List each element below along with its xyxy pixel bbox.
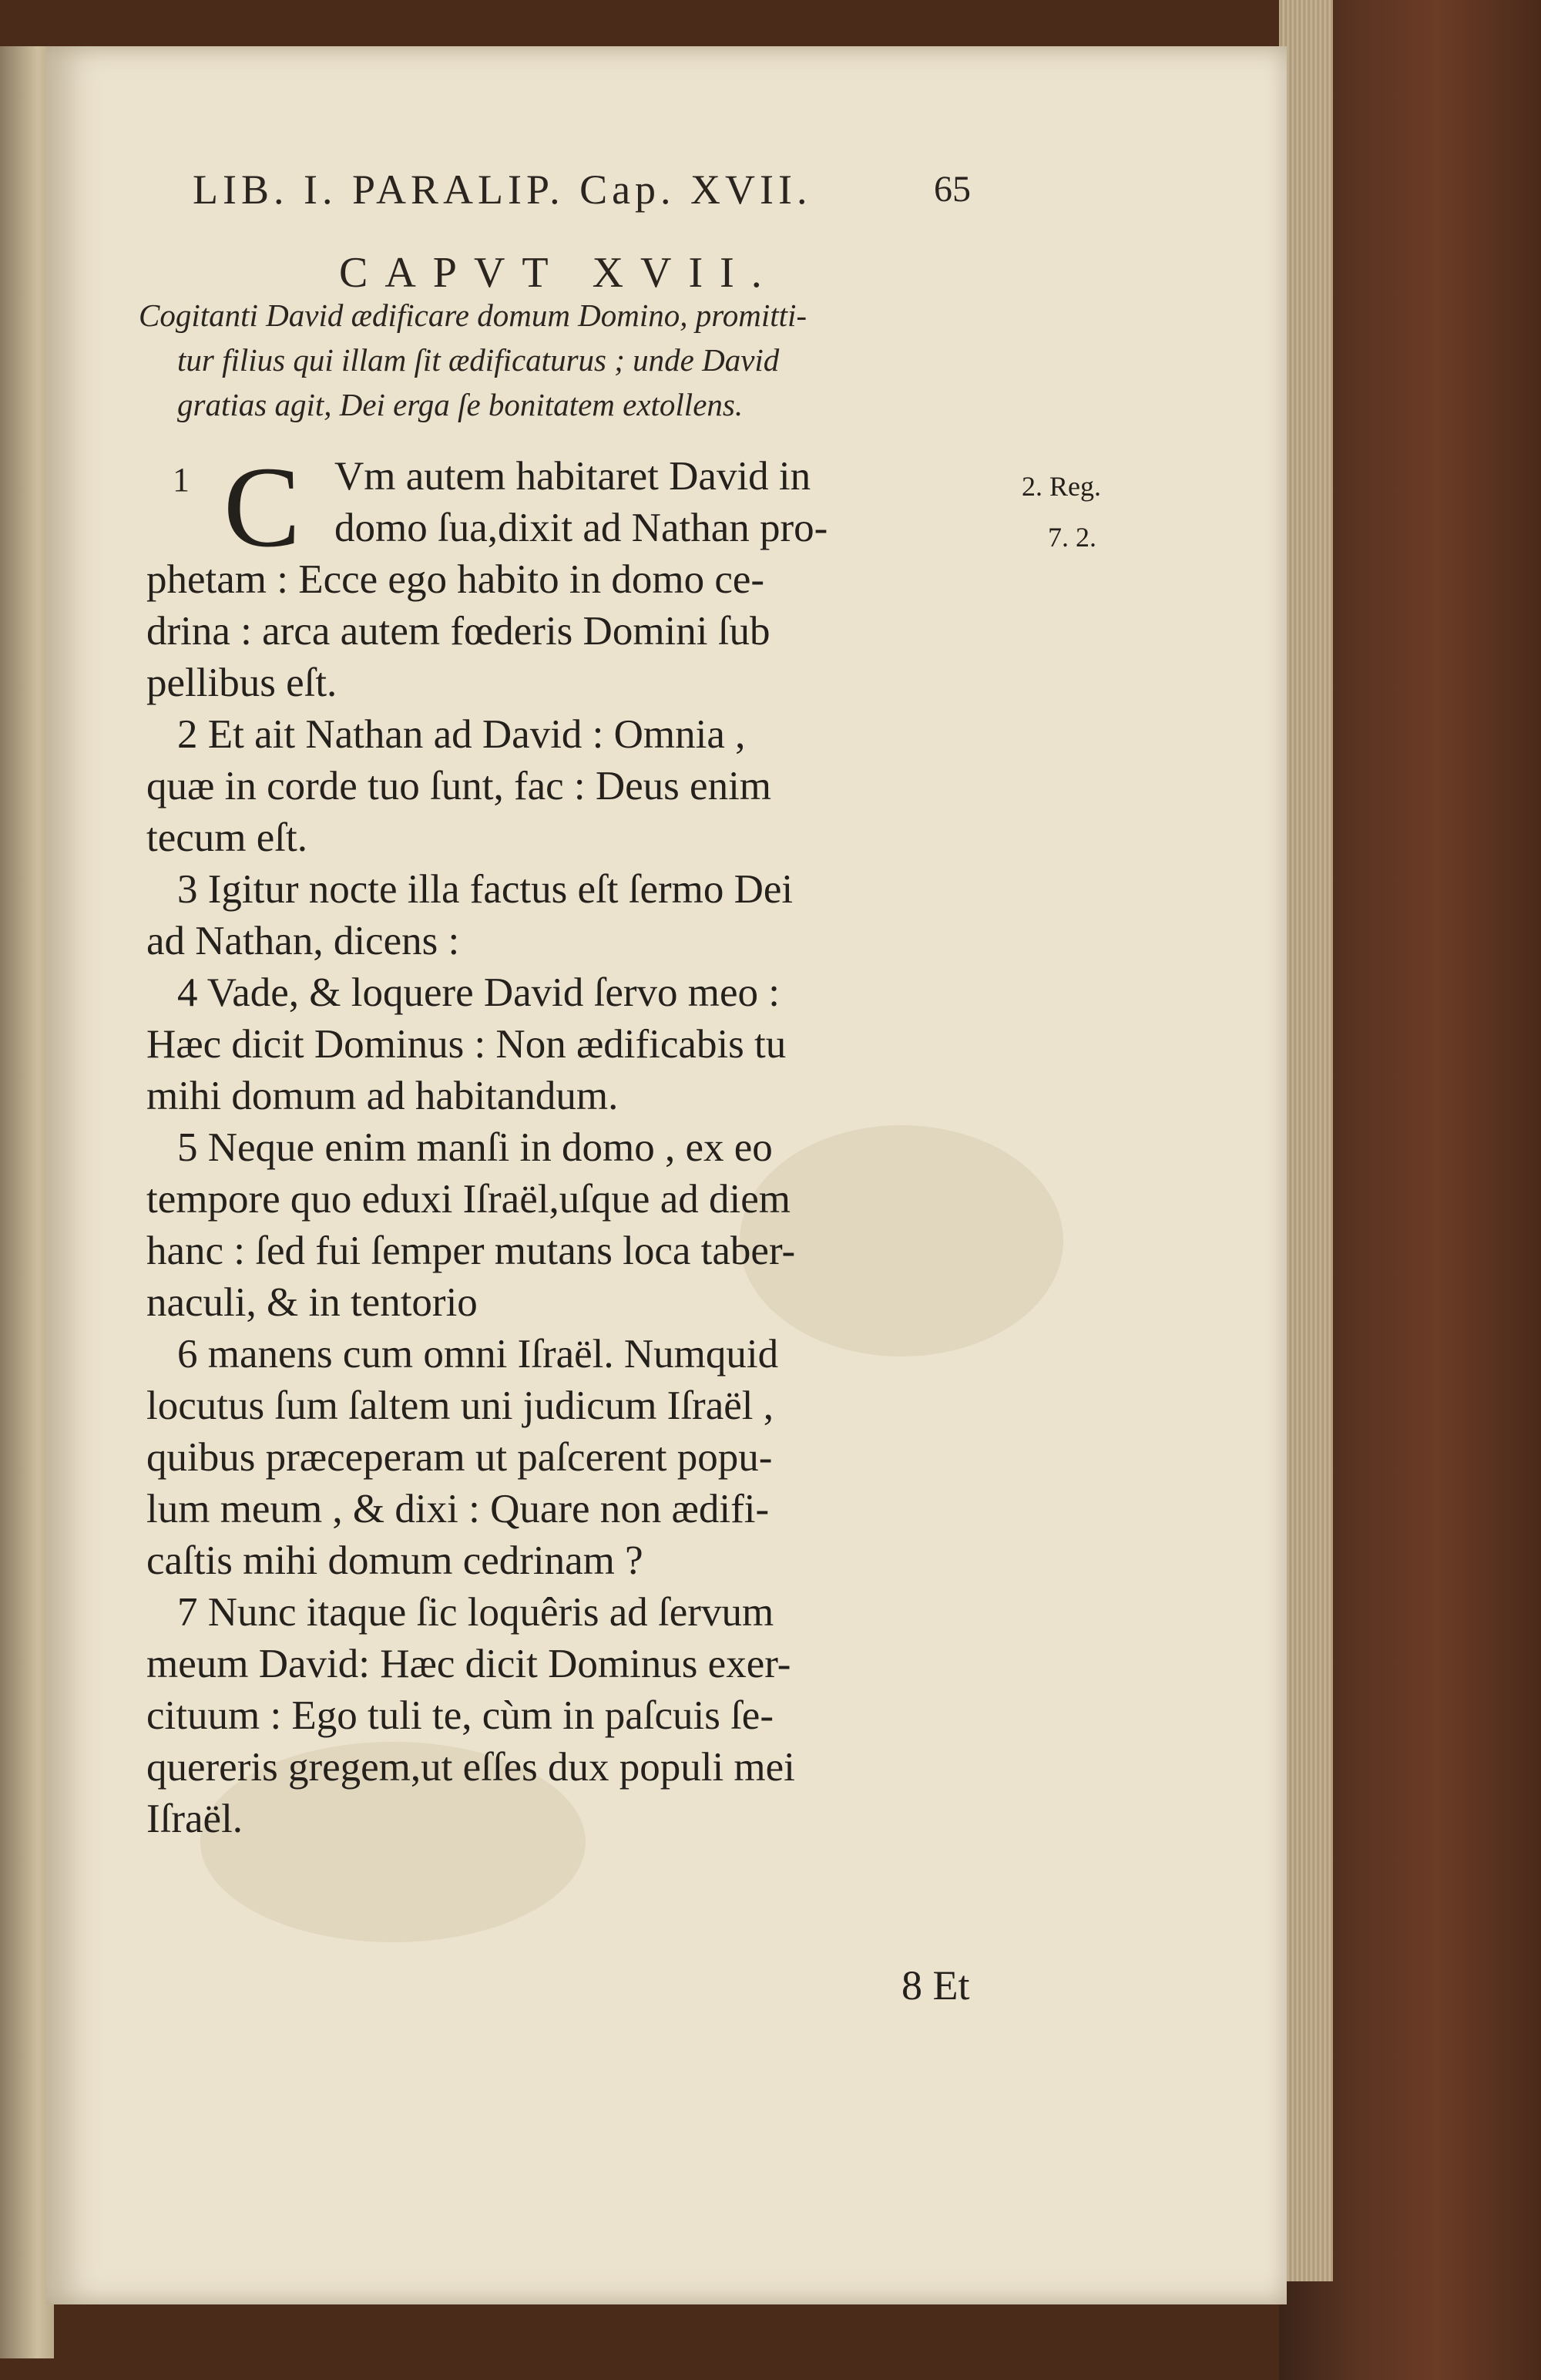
body-line: Hæc dicit Dominus : Non ædificabis tu: [146, 1022, 787, 1067]
body-line: lum meum , & dixi : Quare non ædifi-: [146, 1487, 770, 1531]
body-line: Vm autem habitaret David in: [334, 454, 811, 499]
body-line: pellibus eſt.: [146, 661, 337, 705]
body-line: tecum eſt.: [146, 815, 307, 860]
chapter-title: CAPVT XVII.: [339, 249, 779, 297]
body-line: meum David: Hæc dicit Dominus exer-: [146, 1642, 791, 1686]
chapter-body: [146, 443, 1017, 1845]
chapter-summary: [139, 293, 1002, 427]
body-line: 2 Et ait Nathan ad David : Omnia ,: [177, 712, 746, 757]
body-line: quæ in corde tuo ſunt, fac : Deus enim: [146, 764, 772, 808]
body-line: 4 Vade, & loquere David ſervo meo :: [177, 970, 781, 1015]
body-line: 6 manens cum omni Iſraël. Numquid: [177, 1332, 779, 1377]
verse-number: 1: [173, 461, 190, 499]
body-line: drina : arca autem fœderis Domini ſub: [146, 609, 770, 654]
body-line: mihi domum ad habitandum.: [146, 1074, 619, 1118]
summary-line: Cogitanti David ædificare domum Domino, promitti-: [139, 298, 807, 333]
body-line: Iſraël.: [146, 1797, 243, 1841]
body-line: quibus præceperam ut paſcerent popu-: [146, 1435, 773, 1480]
body-line: quereris gregem,ut eſſes dux populi mei: [146, 1745, 795, 1790]
summary-line: gratias agit, Dei erga ſe bonitatem extollens.: [177, 387, 744, 422]
body-line: ad Nathan, dicens :: [146, 919, 460, 963]
body-line: phetam : Ecce ego habito in domo ce-: [146, 557, 765, 602]
body-line: hanc : ſed fui ſemper mutans loca taber-: [146, 1229, 796, 1273]
summary-line: tur filius qui illam ſit ædificaturus ; unde David: [177, 342, 780, 378]
drop-cap: C: [223, 443, 301, 571]
margin-reference-line: 2. Reg.: [1022, 471, 1101, 502]
page-number: 65: [934, 169, 971, 210]
body-line: tempore quo eduxi Iſraël,uſque ad diem: [146, 1177, 791, 1222]
body-line: 7 Nunc itaque ſic loquêris ad ſervum: [177, 1590, 774, 1635]
body-line: cituum : Ego tuli te, cùm in paſcuis ſe-: [146, 1693, 774, 1738]
body-line: 5 Neque enim manſi in domo , ex eo: [177, 1125, 773, 1170]
margin-reference-line: 7. 2.: [1048, 522, 1096, 553]
margin-reference: [1022, 461, 1101, 563]
body-line: caſtis mihi domum cedrinam ?: [146, 1538, 643, 1583]
running-head: LIB. I. PARALIP. Cap. XVII.: [193, 166, 812, 213]
verse-1: [146, 443, 1017, 571]
catchword: 8 Et: [901, 1962, 970, 2009]
body-line: 3 Igitur nocte illa factus eſt ſermo Dei: [177, 867, 794, 912]
page-stack-edge: [1279, 0, 1333, 2281]
body-line: naculi, & in tentorio: [146, 1280, 478, 1325]
body-line: locutus ſum ſaltem uni judicum Iſraël ,: [146, 1383, 774, 1428]
body-line: domo ſua,dixit ad Nathan pro-: [334, 506, 828, 550]
